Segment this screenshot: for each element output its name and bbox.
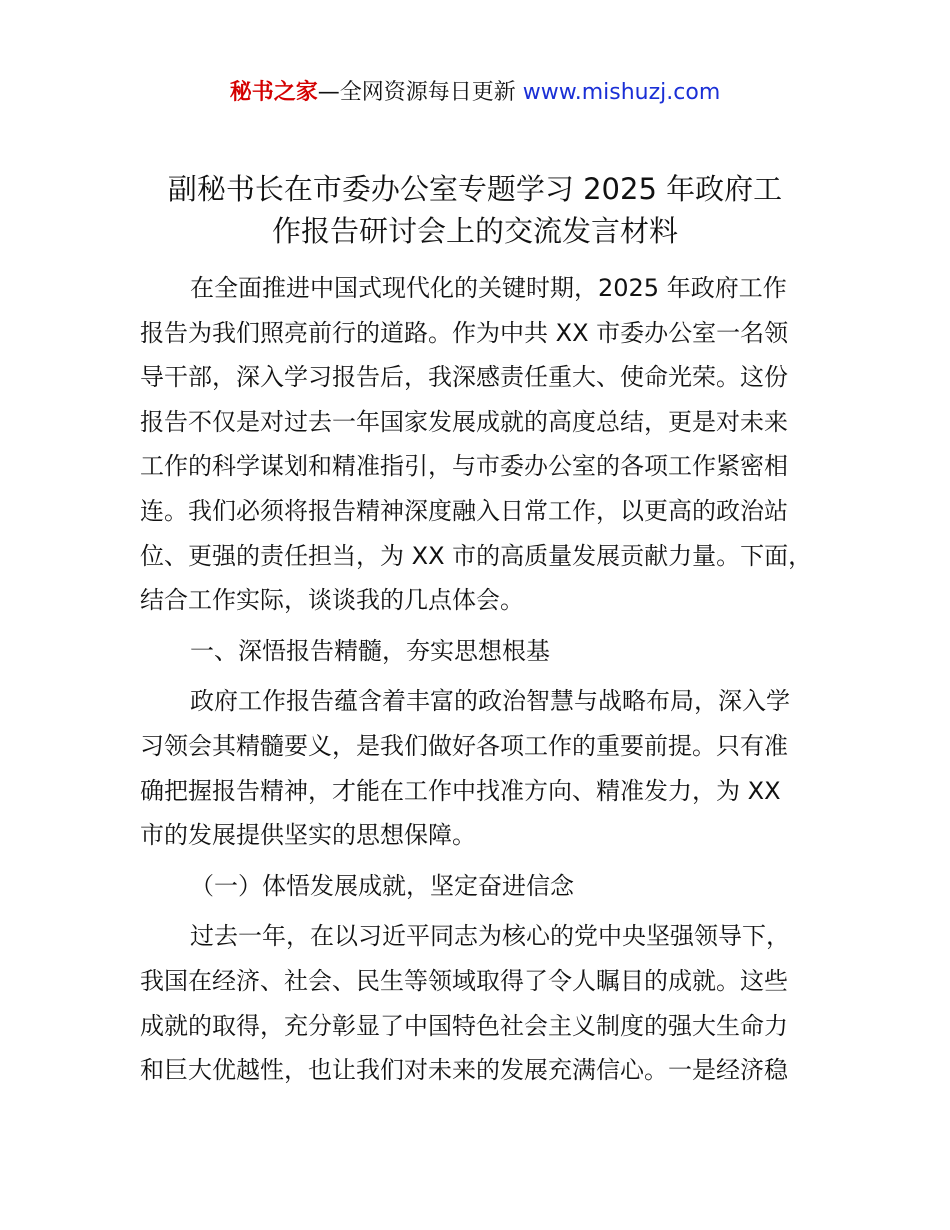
text-line: 报告不仅是对过去一年国家发展成就的高度总结，更是对未来	[140, 407, 788, 436]
text-line: 位、更强的责任担当，为 XX 市的高质量发展贡献力量。下面，	[140, 541, 813, 570]
text-line: 报告为我们照亮前行的道路。作为中共 XX 市委办公室一名领	[140, 318, 789, 347]
document-body	[140, 266, 820, 1099]
text-line: 导干部，深入学习报告后，我深感责任重大、使命光荣。这份	[140, 363, 788, 392]
text-line: 连。我们必须将报告精神深度融入日常工作，以更高的政治站	[140, 496, 788, 525]
text-line: 成就的取得，充分彰显了中国特色社会主义制度的强大生命力	[140, 1011, 788, 1040]
text-line: 结合工作实际，谈谈我的几点体会。	[140, 586, 524, 615]
site-url-link[interactable]: www.mishuzj.com	[522, 80, 721, 105]
title-line-1: 副秘书长在市委办公室专题学习 2025 年政府工	[167, 172, 783, 206]
text-line: 政府工作报告蕴含着丰富的政治智慧与战略布局，深入学	[190, 687, 790, 716]
banner-slogan: —全网资源每日更新	[317, 80, 523, 105]
document-title	[140, 168, 810, 252]
text-line: 和巨大优越性，也让我们对未来的发展充满信心。一是经济稳	[140, 1056, 788, 1085]
text-line: 过去一年，在以习近平同志为核心的党中央坚强领导下，	[190, 922, 790, 951]
text-line: 在全面推进中国式现代化的关键时期，2025 年政府工作	[190, 274, 787, 302]
brand-name: 秘书之家	[229, 80, 318, 105]
title-line-2: 作报告研讨会上的交流发言材料	[271, 214, 678, 248]
text-line: 习领会其精髓要义，是我们做好各项工作的重要前提。只有准	[140, 731, 788, 760]
site-banner	[0, 76, 950, 110]
text-line: 市的发展提供坚实的思想保障。	[140, 821, 476, 850]
text-line: 我国在经济、社会、民生等领域取得了令人瞩目的成就。这些	[140, 966, 788, 995]
subsection-heading-1-1: （一）体悟发展成就，坚定奋进信念	[190, 871, 574, 900]
paragraph-subsection-1-1	[140, 914, 820, 1092]
paragraph-section-1	[140, 679, 820, 857]
text-line: 工作的科学谋划和精准指引，与市委办公室的各项工作紧密相	[140, 452, 788, 481]
text-line: 确把握报告精神，才能在工作中找准方向、精准发力，为 XX	[140, 776, 781, 805]
section-heading-1: 一、深悟报告精髓，夯实思想根基	[190, 636, 550, 665]
paragraph-intro	[140, 266, 820, 623]
